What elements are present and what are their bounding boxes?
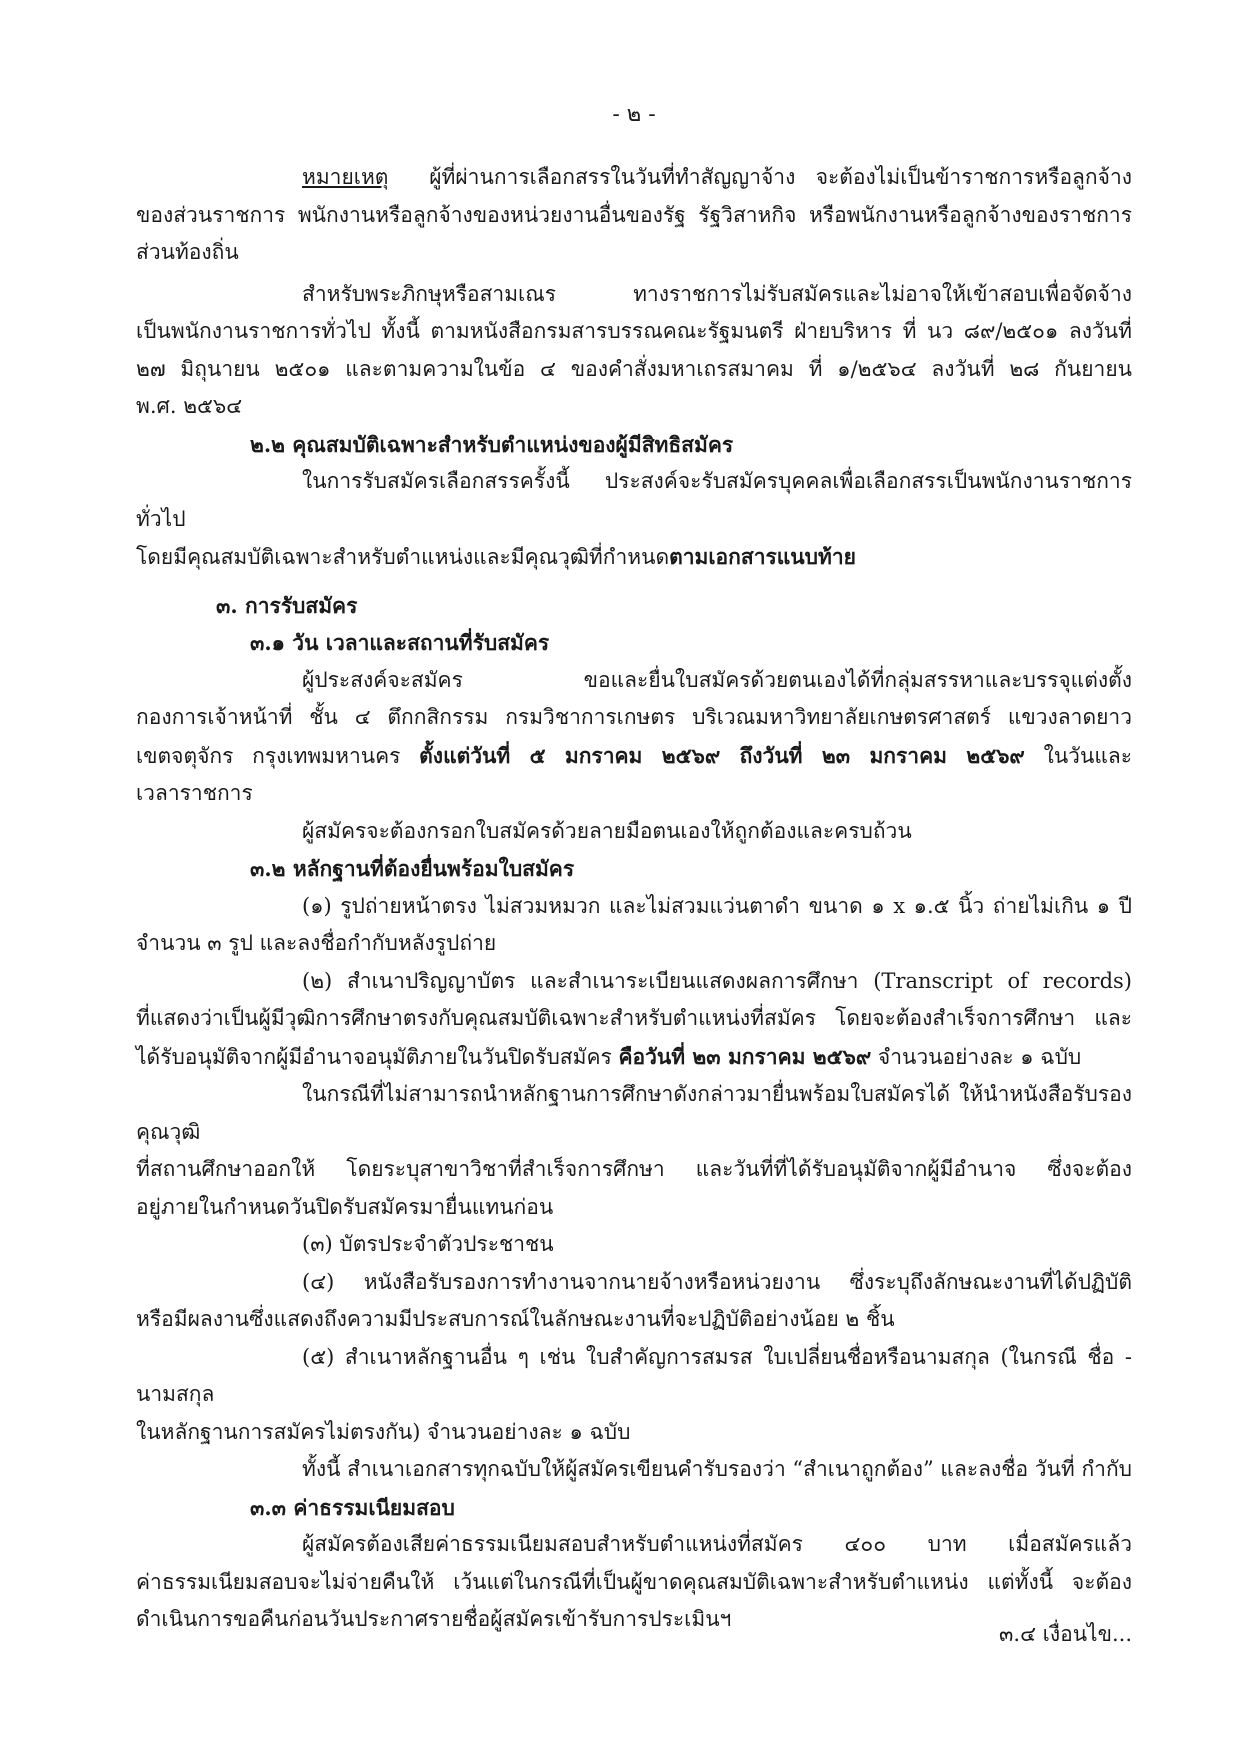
- note-label: หมายเหตุ: [302, 165, 389, 189]
- item-1-line-2: จำนวน ๓ รูป และลงชื่อกำกับหลังรูปถ่าย: [136, 931, 497, 955]
- note-line-1: หมายเหตุ ผู้ที่ผ่านการเลือกสรรในวันที่ทำสัญญาจ้าง จะต้องไม่เป็นข้าราชการหรือลูกจ้าง: [302, 165, 1132, 189]
- note-line-3: ส่วนท้องถิ่น: [136, 240, 239, 264]
- item-2-line-1: (๒) สำเนาปริญญาบัตร และสำเนาระเบียนแสดงผลการศึกษา (Transcript of records): [302, 968, 1132, 993]
- section-3-1-line-3: เขตจตุจักร กรุงเทพมหานคร ตั้งแต่วันที่ ๕ มกราคม ๒๕๖๙ ถึงวันที่ ๒๓ มกราคม ๒๕๖๙ ในวันและ: [136, 742, 1133, 768]
- section-3-1-line-5: ผู้สมัครจะต้องกรอกใบสมัครด้วยลายมือตนเองให้ถูกต้องและครบถ้วน: [302, 818, 912, 843]
- attachment-reference: ตามเอกสารแนบท้าย: [669, 544, 856, 569]
- monk-line-3: ๒๗ มิถุนายน ๒๕๐๑ และตามความในข้อ ๔ ของคำสั่งมหาเถรสมาคม ที่ ๑/๒๕๖๔ ลงวันที่ ๒๘ กันยายน: [136, 356, 1132, 381]
- closing-date: คือวันที่ ๒๓ มกราคม ๒๕๖๙: [618, 1043, 872, 1069]
- section-3-heading: ๓. การรับสมัคร: [216, 592, 358, 618]
- section-2-2-line-2: โดยมีคุณสมบัติเฉพาะสำหรับตำแหน่งและมีคุณวุฒิที่กำหนดตามเอกสารแนบท้าย: [136, 544, 856, 569]
- section-3-1-heading: ๓.๑ วัน เวลาและสถานที่รับสมัคร: [250, 630, 550, 655]
- item-4-line-1: (๔) หนังสือรับรองการทำงานจากนายจ้างหรือหน่วยงาน ซึ่งระบุถึงลักษณะงานที่ได้ปฏิบัติ: [302, 1269, 1132, 1294]
- item-5-line-1: (๕) สำเนาหลักฐานอื่น ๆ เช่น ใบสำคัญการสมรส ใบเปลี่ยนชื่อหรือนามสกุล (ในกรณี ชื่อ - นามสกุล: [136, 1344, 1132, 1406]
- item-1-line-1: (๑) รูปถ่ายหน้าตรง ไม่สวมหมวก และไม่สวมแว่นตาดำ ขนาด ๑ x ๑.๕ นิ้ว ถ่ายไม่เกิน ๑ ปี: [302, 893, 1132, 918]
- section-3-3-line-2: ค่าธรรมเนียมสอบจะไม่จ่ายคืนให้ เว้นแต่ในกรณีที่เป็นผู้ขาดคุณสมบัติเฉพาะสำหรับตำแหน่ง แต่ทั้งนี้ จะต้อง: [136, 1569, 1132, 1594]
- item-3: (๓) บัตรประจำตัวประชาชน: [302, 1232, 554, 1256]
- monk-line-2: เป็นพนักงานราชการทั่วไป ทั้งนี้ ตามหนังสือกรมสารบรรณคณะรัฐมนตรี ฝ่ายบริหาร ที่ นว ๘๙/๒๕๐๑ ลงวันที่: [136, 319, 1132, 343]
- item-6: ทั้งนี้ สำเนาเอกสารทุกฉบับให้ผู้สมัครเขียนคำรับรองว่า “สำเนาถูกต้อง” และลงชื่อ วันที่ กำกับ: [302, 1457, 1132, 1481]
- section-3-1-line-2: กองการเจ้าหน้าที่ ชั้น ๔ ตึกกสิกรรม กรมวิชาการเกษตร บริเวณมหาวิทยาลัยเกษตรศาสตร์ แขวงลาดยาว: [136, 705, 1132, 729]
- application-period: ตั้งแต่วันที่ ๕ มกราคม ๒๕๖๙ ถึงวันที่ ๒๓ มกราคม ๒๕๖๙: [419, 742, 1025, 768]
- next-page-continuation: ๓.๔ เงื่อนไข...: [999, 1622, 1132, 1646]
- section-3-2-heading: ๓.๒ หลักฐานที่ต้องยื่นพร้อมใบสมัคร: [250, 856, 575, 881]
- item-2b-line-1: ในกรณีที่ไม่สามารถนำหลักฐานการศึกษาดังกล่าวมายื่นพร้อมใบสมัครได้ ให้นำหนังสือรับรองคุณวุฒิ: [136, 1082, 1132, 1144]
- section-3-3-line-3: ดำเนินการขอคืนก่อนวันประกาศรายชื่อผู้สมัครเข้ารับการประเมินฯ: [136, 1607, 732, 1631]
- item-5-line-2: ในหลักฐานการสมัครไม่ตรงกัน) จำนวนอย่างละ ๑ ฉบับ: [136, 1419, 631, 1444]
- monk-line-4: พ.ศ. ๒๕๖๔: [136, 394, 243, 418]
- section-2-2-heading: ๒.๒ คุณสมบัติเฉพาะสำหรับตำแหน่งของผู้มีสิทธิสมัคร: [250, 431, 734, 457]
- item-4-line-2: หรือมีผลงานซึ่งแสดงถึงความมีประสบการณ์ในลักษณะงานที่จะปฏิบัติอย่างน้อย ๒ ชิ้น: [136, 1307, 895, 1331]
- note-line-2: ของส่วนราชการ พนักงานหรือลูกจ้างของหน่วยงานอื่นของรัฐ รัฐวิสาหกิจ หรือพนักงานหรือลูกจ้างของราชการ: [136, 202, 1132, 227]
- item-2-line-2: ที่แสดงว่าเป็นผู้มีวุฒิการศึกษาตรงกับคุณสมบัติเฉพาะสำหรับตำแหน่งที่สมัคร โดยจะต้องสำเร็จการศึกษา และ: [136, 1006, 1132, 1030]
- section-3-1-line-1: ผู้ประสงค์จะสมัคร ขอและยื่นใบสมัครด้วยตนเองได้ที่กลุ่มสรรหาและบรรจุแต่งตั้ง: [302, 667, 1132, 692]
- item-2-line-3: ได้รับอนุมัติจากผู้มีอำนาจอนุมัติภายในวันปิดรับสมัคร คือวันที่ ๒๓ มกราคม ๒๕๖๙ จำนวนอย่างละ ๑ ฉบับ: [136, 1043, 1082, 1069]
- section-3-3-heading: ๓.๓ ค่าธรรมเนียมสอบ: [250, 1494, 455, 1520]
- section-3-3-line-1: ผู้สมัครต้องเสียค่าธรรมเนียมสอบสำหรับตำแหน่งที่สมัคร ๔๐๐ บาท เมื่อสมัครแล้ว: [302, 1532, 1132, 1556]
- section-3-1-line-4: เวลาราชการ: [136, 781, 253, 805]
- monk-line-1: สำหรับพระภิกษุหรือสามเณร ทางราชการไม่รับสมัครและไม่อาจให้เข้าสอบเพื่อจัดจ้าง: [302, 281, 1132, 306]
- item-2b-line-3: อยู่ภายในกำหนดวันปิดรับสมัครมายื่นแทนก่อน: [136, 1194, 554, 1219]
- item-2b-line-2: ที่สถานศึกษาออกให้ โดยระบุสาขาวิชาที่สำเร็จการศึกษา และวันที่ที่ได้รับอนุมัติจากผู้มีอำนาจ ซึ่งจะต้อง: [136, 1157, 1132, 1181]
- page-number: - ๒ -: [612, 102, 656, 127]
- section-2-2-line-1: ในการรับสมัครเลือกสรรครั้งนี้ ประสงค์จะรับสมัครบุคคลเพื่อเลือกสรรเป็นพนักงานราชการทั่วไป: [136, 469, 1132, 531]
